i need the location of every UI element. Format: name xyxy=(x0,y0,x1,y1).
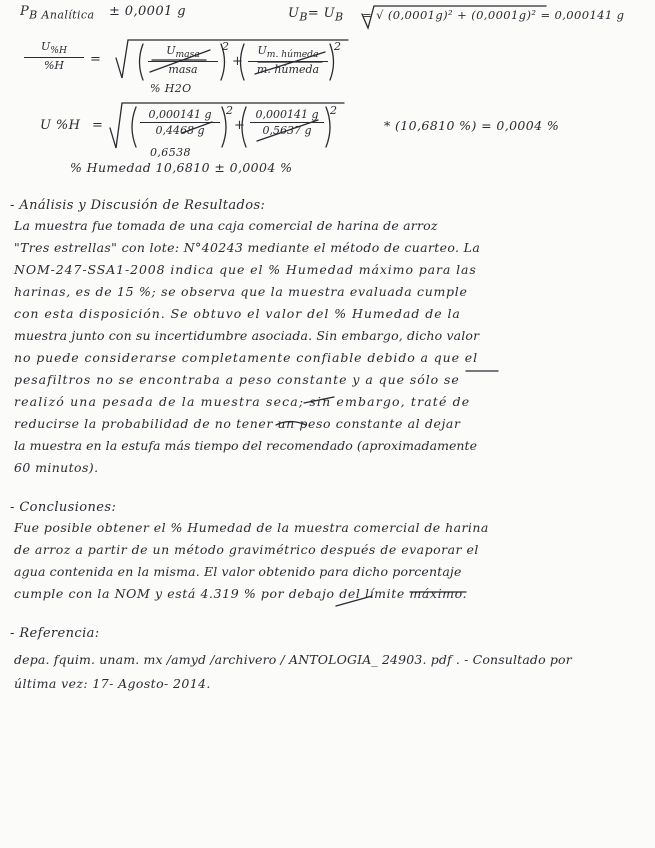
inner2-den: m. húmeda xyxy=(256,63,320,77)
inner1-den: masa xyxy=(168,63,198,77)
calc-frac2-num: 0,000141 g xyxy=(250,108,324,123)
square-1: 2 xyxy=(222,40,230,53)
ub-subscript-2: B xyxy=(335,10,344,24)
calc-fraction-1 xyxy=(140,108,220,137)
plus-sign-1: + xyxy=(232,54,244,69)
equals-sign: = xyxy=(90,52,102,67)
ub-result: = √ (0,0001g)² + (0,0001g)² = 0,000141 g xyxy=(362,8,625,22)
equals-sign-2: = xyxy=(92,118,104,133)
inner2-num: U xyxy=(257,44,267,57)
calc-frac1-extra: 0,6538 xyxy=(150,146,191,159)
analysis-line: reducirse la probabilidad de no tener un peso constante al dejar xyxy=(14,416,461,431)
analysis-line: pesafiltros no se encontraba a peso constante y a que sólo se xyxy=(14,372,460,387)
square-4: 2 xyxy=(330,104,338,117)
analysis-line: realizó una pesada de la muestra seca; sin embargo, traté de xyxy=(14,394,471,409)
ub-symbol: U xyxy=(288,6,300,21)
p-value: ± 0,0001 g xyxy=(108,4,186,19)
u-fraction-den: %H xyxy=(43,59,65,73)
inner1-num-sub: masa xyxy=(175,49,200,61)
analysis-line: la muestra en la estufa más tiempo del recomendado (aproximadamente xyxy=(14,438,478,453)
conclusions-line: de arroz a partir de un método gravimétrico después de evaporar el xyxy=(14,542,479,557)
analysis-line: La muestra fue tomada de una caja comercial de harina de arroz xyxy=(14,218,438,233)
u-fraction-num-sub: %H xyxy=(50,45,67,57)
inner-fraction-wet-mass xyxy=(248,44,328,76)
conclusions-line: Fue posible obtener el % Humedad de la muestra comercial de harina xyxy=(14,520,489,535)
analysis-line: "Tres estrellas" con lote: N°40243 mediante el método de cuarteo. La xyxy=(14,240,481,255)
calc-fraction-2 xyxy=(250,108,324,137)
u-fraction xyxy=(24,40,84,72)
p-subscript: B Analítica xyxy=(29,8,95,22)
conclusions-heading: - Conclusiones: xyxy=(10,500,117,515)
inner1-num: U xyxy=(166,44,176,57)
analysis-line: harinas, es de 15 %; se observa que la muestra evaluada cumple xyxy=(14,284,468,299)
analysis-line: no puede considerarse completamente confiable debido a que el xyxy=(14,350,478,365)
uncertainty-balance-expression xyxy=(288,6,344,24)
ub-eq: = U xyxy=(307,6,336,21)
analysis-line: muestra junto con su incertidumbre asociada. Sin embargo, dicho valor xyxy=(14,328,480,343)
reference-line: última vez: 17- Agosto- 2014. xyxy=(14,676,211,691)
ub-subscript: B xyxy=(299,10,308,24)
analysis-line: 60 minutos). xyxy=(14,460,99,475)
analysis-line: con esta disposición. Se obtuvo el valor del % Humedad de la xyxy=(14,306,461,321)
calc-frac2-den: 0,5637 g xyxy=(262,124,312,137)
p-symbol: P xyxy=(20,4,30,19)
analysis-heading: - Análisis y Discusión de Resultados: xyxy=(10,198,266,213)
references-heading: - Referencia: xyxy=(10,626,100,641)
reference-line: depa. fquim. unam. mx /amyd /archivero / ANTOLOGIA_ 24903. pdf . - Consultado por xyxy=(14,652,572,667)
conclusions-line: cumple con la NOM y está 4.319 % por debajo del límite máximo. xyxy=(14,586,468,601)
square-2: 2 xyxy=(334,40,342,53)
balance-uncertainty xyxy=(20,4,186,22)
u-fraction-num: U xyxy=(41,40,51,53)
calc-frac1-den: 0,4468 g xyxy=(155,124,205,137)
calc-frac1-num: 0,000141 g xyxy=(140,108,220,123)
inner2-num-sub: m. húmeda xyxy=(266,49,319,61)
h2o-note: % H2O xyxy=(150,82,192,95)
square-3: 2 xyxy=(226,104,234,117)
humidity-result: % Humedad 10,6810 ± 0,0004 % xyxy=(70,160,293,175)
u-percent-h: U %H xyxy=(40,118,81,133)
inner-fraction-mass xyxy=(148,44,218,76)
calc-result: * (10,6810 %) = 0,0004 % xyxy=(384,118,560,133)
plus-sign-2: + xyxy=(234,118,246,133)
conclusions-line: agua contenida en la misma. El valor obtenido para dicho porcentaje xyxy=(14,564,462,579)
analysis-line: NOM-247-SSA1-2008 indica que el % Humedad máximo para las xyxy=(14,262,477,277)
